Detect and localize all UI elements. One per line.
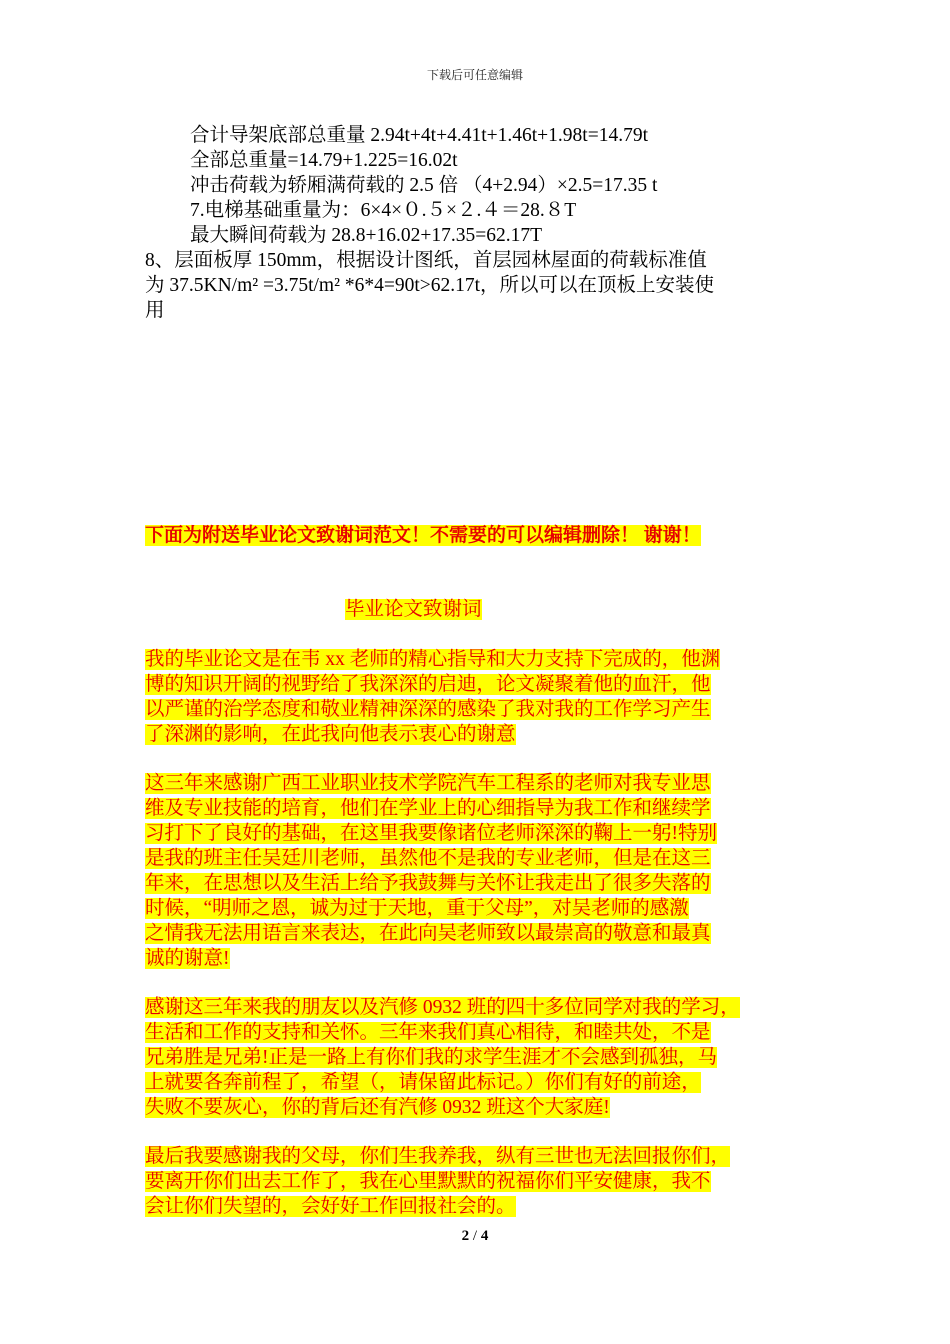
- highlight-banner-text: 下面为附送毕业论文致谢词范文！不需要的可以编辑删除！ 谢谢！: [145, 525, 701, 546]
- item8-line-text: 8、层面板厚 150mm，根据设计图纸，首层园林屋面的荷载标准值: [145, 250, 707, 271]
- calc-line-text: 7.电梯基础重量为：6×4×０.５×２.４＝28.８T: [190, 200, 577, 221]
- para4-line: [145, 1169, 711, 1194]
- para2-line-text: 这三年来感谢广西工业职业技术学院汽车工程系的老师对我专业思: [145, 773, 711, 794]
- para2-line: [145, 946, 230, 971]
- calc-line: [190, 123, 648, 148]
- para2-line: [145, 871, 711, 896]
- page-separator: /: [469, 1228, 481, 1244]
- highlight-banner: [145, 523, 701, 548]
- para2-line-text: 时候，“明师之恩，诚为过于天地，重于父母”，对吴老师的感激: [145, 898, 689, 919]
- para1-line: [145, 672, 711, 697]
- para1-line-text: 以严谨的治学态度和敬业精神深深的感染了我对我的工作学习产生: [145, 699, 711, 720]
- para3-line-text: 感谢这三年来我的朋友以及汽修 0932 班的四十多位同学对我的学习，: [145, 997, 740, 1018]
- page-header: 下载后可任意编辑: [426, 68, 523, 82]
- para2-line-text: 诚的谢意!: [145, 948, 230, 969]
- current-page: 2: [461, 1228, 470, 1244]
- total-pages: 4: [480, 1228, 489, 1244]
- para2-line: [145, 921, 711, 946]
- para3-line: [145, 1070, 701, 1095]
- para4-line-text: 最后我要感谢我的父母，你们生我养我，纵有三世也无法回报你们，: [145, 1146, 731, 1167]
- para2-line-text: 习打下了良好的基础，在这里我要像诸位老师深深的鞠上一躬!特别: [145, 823, 717, 844]
- para2-line-text: 年来，在思想以及生活上给予我鼓舞与关怀让我走出了很多失落的: [145, 873, 711, 894]
- calc-line-text: 合计导架底部总重量 2.94t+4t+4.41t+1.46t+1.98t=14.79t: [190, 125, 648, 146]
- calc-line-text: 冲击荷载为轿厢满荷载的 2.5 倍 （4+2.94）×2.5=17.35 t: [190, 175, 658, 196]
- para2-line: [145, 896, 689, 921]
- item8-line-text: 为 37.5KN/m² =3.75t/m² *6*4=90t>62.17t，所以可以在顶板上安装使: [145, 275, 715, 296]
- calc-line: [190, 148, 458, 173]
- para2-line: [145, 771, 711, 796]
- para3-line: [145, 1020, 711, 1045]
- para3-line-text: 上就要各奔前程了，希望（，请保留此标记。）你们有好的前途，: [145, 1072, 701, 1093]
- calc-line: [190, 198, 576, 223]
- item8-line: [145, 298, 165, 323]
- para4-line: [145, 1194, 516, 1219]
- para4-line-text: 会让你们失望的，会好好工作回报社会的。: [145, 1196, 516, 1217]
- para3-line: [145, 1095, 610, 1120]
- para4-line-text: 要离开你们出去工作了，我在心里默默的祝福你们平安健康，我不: [145, 1171, 711, 1192]
- calc-line: [190, 223, 542, 248]
- para2-line-text: 是我的班主任吴廷川老师，虽然他不是我的专业老师，但是在这三: [145, 848, 711, 869]
- para1-line-text: 我的毕业论文是在韦 xx 老师的精心指导和大力支持下完成的，他渊: [145, 649, 721, 670]
- para3-line-text: 失败不要灰心，你的背后还有汽修 0932 班这个大家庭!: [145, 1097, 610, 1118]
- para1-line-text: 了深渊的影响，在此我向他表示衷心的谢意: [145, 724, 516, 745]
- thanks-title: [345, 597, 482, 622]
- para2-line-text: 之情我无法用语言来表达，在此向吴老师致以最崇高的敬意和最真: [145, 923, 711, 944]
- para1-line-text: 博的知识开阔的视野给了我深深的启迪，论文凝聚着他的血汗，他: [145, 674, 711, 695]
- thanks-title-text: 毕业论文致谢词: [345, 599, 482, 620]
- item8-line: [145, 273, 714, 298]
- para3-line: [145, 1045, 717, 1070]
- para1-line: [145, 722, 516, 747]
- para2-line: [145, 796, 711, 821]
- para1-line: [145, 697, 711, 722]
- item8-line: [145, 248, 707, 273]
- page-number: [0, 1228, 950, 1245]
- para3-line-text: 兄弟胜是兄弟!正是一路上有你们我的求学生涯才不会感到孤独，马: [145, 1047, 717, 1068]
- para2-line-text: 维及专业技能的培育，他们在学业上的心细指导为我工作和继续学: [145, 798, 711, 819]
- para3-line-text: 生活和工作的支持和关怀。三年来我们真心相待，和睦共处，不是: [145, 1022, 711, 1043]
- para2-line: [145, 846, 711, 871]
- item8-line-text: 用: [145, 300, 165, 321]
- calc-line-text: 最大瞬间荷载为 28.8+16.02+17.35=62.17T: [190, 225, 543, 246]
- calc-line: [190, 173, 657, 198]
- para4-line: [145, 1144, 730, 1169]
- calc-line-text: 全部总重量=14.79+1.225=16.02t: [190, 150, 458, 171]
- para1-line: [145, 647, 720, 672]
- para2-line: [145, 821, 717, 846]
- para3-line: [145, 995, 740, 1020]
